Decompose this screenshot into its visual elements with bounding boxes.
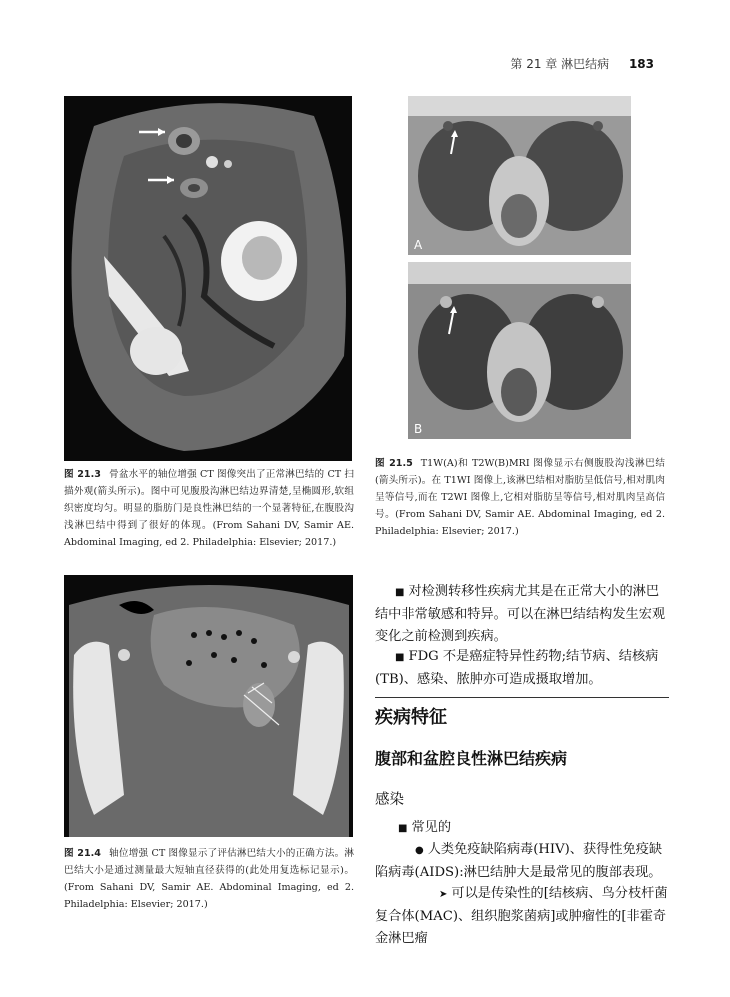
figure-21-3-image [64, 96, 352, 461]
caption-text: 骨盆水平的轴位增强 CT 图像突出了正常淋巴结的 CT 扫描外观(箭头所示)。图中可见腹股沟淋巴结边界清楚,呈椭圆形,软组织密度均匀。明显的脂肪门是良性淋巴结的一个显著特征,在腹股沟浅淋巴结中得到了很好的体现。(From Sahani DV, Samir AE. Abdominal Imaging, ed 2. Philadelphia: Elsevier; 2017.) [64, 469, 354, 548]
ct-abdomen-image [64, 575, 353, 837]
paragraph-1: ■ 对检测转移性疾病尤其是在正常大小的淋巴结中非常敏感和特异。可以在淋巴结结构发生宏观变化之前检测到疾病。 [375, 584, 666, 644]
figure-21-3-caption [64, 466, 354, 551]
paragraph-4: ● 人类免疫缺陷病毒(HIV)、获得性免疫缺陷病毒(AIDS):淋巴结肿大是最常见的腹部表现。 [375, 842, 663, 880]
figure-21-5a-image [408, 96, 631, 255]
ct-pelvis-image [64, 96, 352, 461]
subsubsection-title: 感染 [375, 792, 404, 808]
panel-label-a: A [414, 238, 423, 252]
section-title: 疾病特征 [375, 707, 447, 728]
figure-21-4-caption [64, 845, 354, 913]
caption-text: 轴位增强 CT 图像显示了评估淋巴结大小的正确方法。淋巴结大小是通过测量最大短轴直径获得的(此处用复选标记显示)。(From Sahani DV, Samir AE. Abdominal Imaging, ed 2. Philadelphia: Elsevier; 2017.) [64, 848, 354, 910]
paragraph-5: ➤ 可以是传染性的[结核病、鸟分枝杆菌复合体(MAC)、组织胞浆菌病]或肿瘤性的[非霍奇金淋巴瘤 [375, 886, 668, 946]
mri-t2-image [408, 262, 631, 439]
arrow-bullet-icon: ➤ [439, 889, 448, 900]
round-bullet-icon: ● [415, 845, 424, 856]
panel-label-b: B [414, 422, 423, 436]
figure-label: 图 21.5 [375, 458, 413, 469]
figure-21-5b-image [408, 262, 631, 439]
chapter-title: 第 21 章 淋巴结病 [510, 57, 610, 71]
figure-21-4-image [64, 575, 353, 837]
square-bullet-icon: ■ [398, 823, 408, 834]
figure-label: 图 21.4 [64, 848, 101, 859]
section-divider [375, 697, 669, 698]
page-header [510, 55, 654, 72]
paragraph-2: ■ FDG 不是癌症特异性药物;结节病、结核病(TB)、感染、脓肿亦可造成摄取增加。 [375, 649, 659, 687]
subsection-title: 腹部和盆腔良性淋巴结疾病 [375, 749, 568, 768]
page-number: 183 [628, 57, 654, 71]
square-bullet-icon: ■ [395, 652, 405, 663]
figure-label: 图 21.3 [64, 469, 101, 480]
square-bullet-icon: ■ [395, 587, 405, 598]
caption-text: T1W(A)和 T2W(B)MRI 图像显示右侧腹股沟浅淋巴结(箭头所示)。在 T1WI 图像上,该淋巴结相对脂肪呈低信号,相对肌肉呈等信号,而在 T2WI 图像上,它相对脂肪呈等信号,相对肌肉呈高信号。(From Sahani DV, Samir AE. Abdominal Imaging, ed 2. Philadelphia: Elsevier; 2017.) [375, 458, 665, 537]
mri-t1-image [408, 96, 631, 255]
figure-21-5-caption [375, 455, 665, 540]
paragraph-3: ■ 常见的 [398, 820, 452, 835]
